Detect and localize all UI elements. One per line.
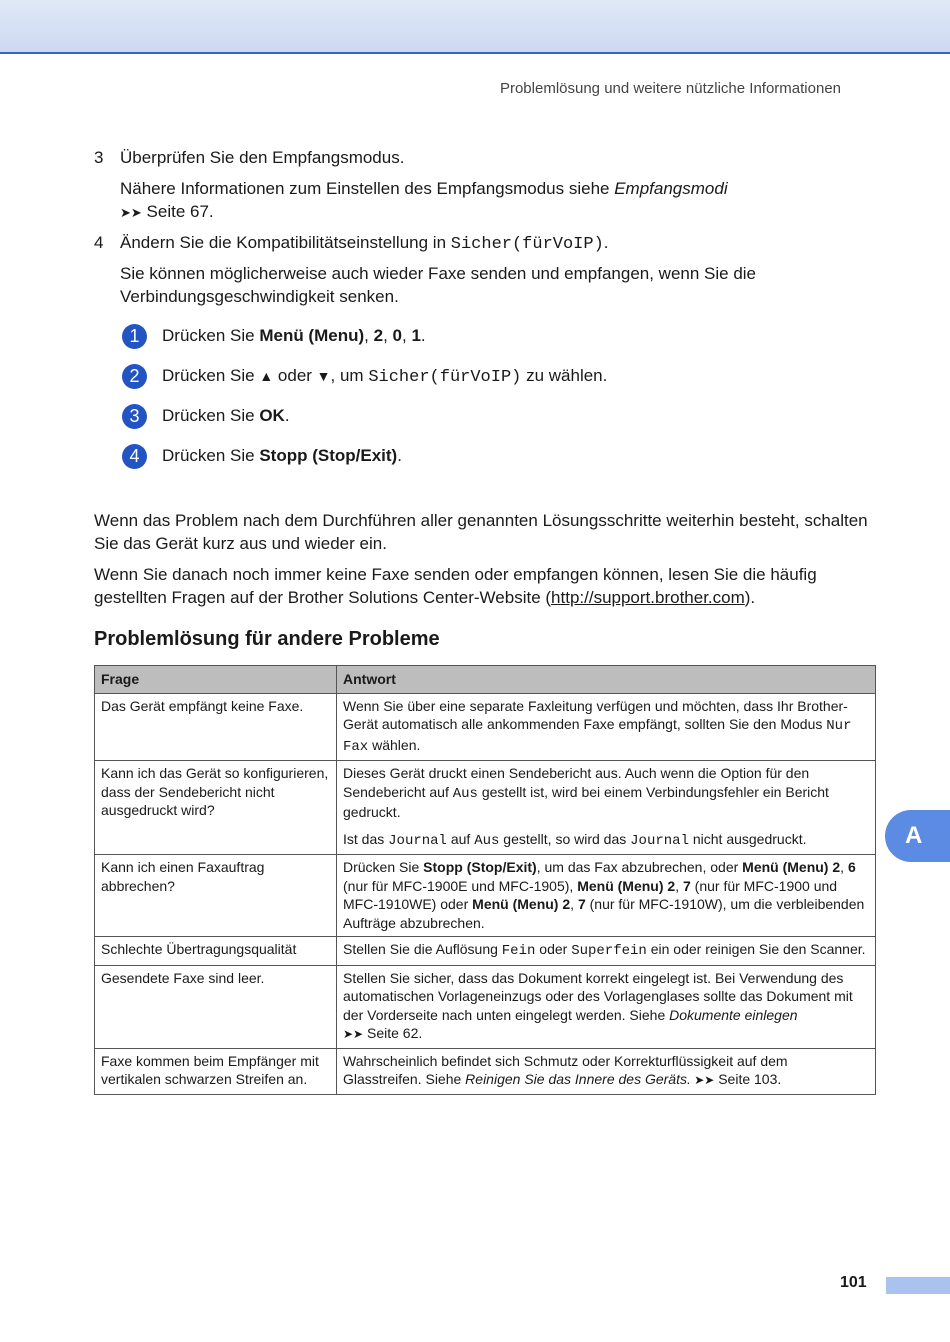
restart-paragraph: Wenn das Problem nach dem Durchführen aller genannten Lösungsschritte weiterhin besteht, schalten Sie das Gerät kurz aus und wieder ein. (94, 511, 868, 553)
column-header-question: Frage (95, 666, 337, 694)
question-cell: Gesendete Faxe sind leer. (95, 965, 337, 1048)
substep-b (122, 362, 607, 390)
substep-text: Drücken Sie Menü (Menu), 2, 0, 1. (162, 326, 426, 345)
step-marker-1: 1 (122, 324, 147, 349)
step-marker-4: 4 (122, 444, 147, 469)
question-cell: Kann ich einen Faxauftrag abbrechen? (95, 855, 337, 937)
up-arrow-icon: ▲ (259, 367, 274, 384)
table-row (95, 761, 876, 855)
step-4-detail: Sie können möglicherweise auch wieder Faxe senden und empfangen, wenn Sie die Verbindungsgeschwindigkeit senken. (120, 264, 757, 306)
question-cell: Kann ich das Gerät so konfigurieren, dass der Sendebericht nicht ausgedruckt wird? (95, 761, 337, 855)
footer-band (886, 1277, 950, 1294)
answer-cell: Stellen Sie die Auflösung Fein oder Superfein ein oder reinigen Sie den Scanner. (337, 937, 876, 966)
answer-cell: Dieses Gerät druckt einen Sendebericht aus. Auch wenn die Option für den Sendebericht auf Aus gestellt ist, wird bei einem Verbindungsfehler ein Bericht gedruckt. Ist das Journal auf Aus gestellt, so wird das Journal nicht ausgedruckt. (337, 761, 876, 855)
table-row (95, 1048, 876, 1094)
step-3-detail (120, 177, 850, 224)
step-text-end: . (603, 233, 609, 252)
section-heading: Problemlösung für andere Probleme (94, 628, 440, 650)
arrow-icon: ➤➤ (343, 1027, 364, 1041)
faq-table (94, 665, 876, 1095)
step-number: 3 (94, 148, 104, 167)
step-marker-3: 3 (122, 404, 147, 429)
answer-cell: Drücken Sie Stopp (Stop/Exit), um das Fax abzubrechen, oder Menü (Menu) 2, 6 (nur für MFC-1900E und MFC-1905), Menü (Menu) 2, 7 (nur für MFC-1900 und MFC-1910WE) oder Menü (Menu) 2, 7 (nur für MFC-1910W), um die verbleibenden Aufträge abzubrechen. (337, 855, 876, 937)
substep-a (122, 322, 426, 350)
question-cell: Faxe kommen beim Empfänger mit vertikalen schwarzen Streifen an. (95, 1048, 337, 1094)
detail-text: Nähere Informationen zum Einstellen des Empfangsmodus siehe (120, 179, 615, 198)
running-header: Problemlösung und weitere nützliche Informationen (499, 80, 841, 97)
step-marker-2: 2 (122, 364, 147, 389)
table-row (95, 937, 876, 966)
step-3 (94, 146, 404, 169)
answer-cell: Wahrscheinlich befindet sich Schmutz oder Korrekturflüssigkeit auf dem Glasstreifen. Siehe Reinigen Sie das Innere des Geräts. ➤➤ Seite 103. (337, 1048, 876, 1094)
answer-cell: Stellen Sie sicher, dass das Dokument korrekt eingelegt ist. Bei Verwendung des automatischen Vorlageneinzugs oder des Vorlagenglases sollte das Dokument mit der Vorderseite nach unten eingelegt werden. Siehe Dokumente einlegen ➤➤ Seite 62. (337, 965, 876, 1048)
question-cell: Das Gerät empfängt keine Faxe. (95, 693, 337, 761)
question-cell: Schlechte Übertragungsqualität (95, 937, 337, 966)
table-row (95, 855, 876, 937)
step-4 (94, 231, 609, 256)
appendix-tab-marker: A (885, 810, 950, 862)
step-text: Ändern Sie die Kompatibilitätseinstellung in (120, 233, 451, 252)
table-header-row (95, 666, 876, 694)
step-number: 4 (94, 233, 104, 252)
reference-title: Empfangsmodi (614, 179, 728, 198)
table-row (95, 693, 876, 761)
substep-d (122, 442, 402, 470)
step-text: Überprüfen Sie den Empfangsmodus. (120, 148, 405, 167)
column-header-answer: Antwort (337, 666, 876, 694)
substep-text: Drücken Sie Stopp (Stop/Exit). (162, 446, 402, 465)
support-link[interactable]: http://support.brother.com (551, 588, 745, 607)
arrow-icon: ➤➤ (690, 1073, 715, 1087)
setting-value: Sicher(fürVoIP) (450, 235, 604, 254)
substep-c (122, 402, 290, 430)
header-band (0, 0, 950, 54)
table-row (95, 965, 876, 1048)
page-number: 101 (840, 1274, 867, 1291)
page-reference: Seite 67. (141, 202, 214, 221)
arrow-icon: ➤➤ (120, 205, 142, 220)
down-arrow-icon: ▼ (316, 367, 331, 384)
support-paragraph: Wenn Sie danach noch immer keine Faxe senden oder empfangen können, lesen Sie die häufig gestellten Fragen auf der Brother Solutions Center-Website (http://support.brother.com). (94, 565, 817, 607)
substep-text: Drücken Sie OK. (162, 406, 290, 425)
answer-cell: Wenn Sie über eine separate Faxleitung verfügen und möchten, dass Ihr Brother-Gerät automatisch alle ankommenden Faxe empfängt, sollten Sie den Modus Nur Fax wählen. (337, 693, 876, 761)
substep-text: Drücken Sie ▲ oder ▼, um Sicher(fürVoIP) zu wählen. (162, 365, 608, 387)
